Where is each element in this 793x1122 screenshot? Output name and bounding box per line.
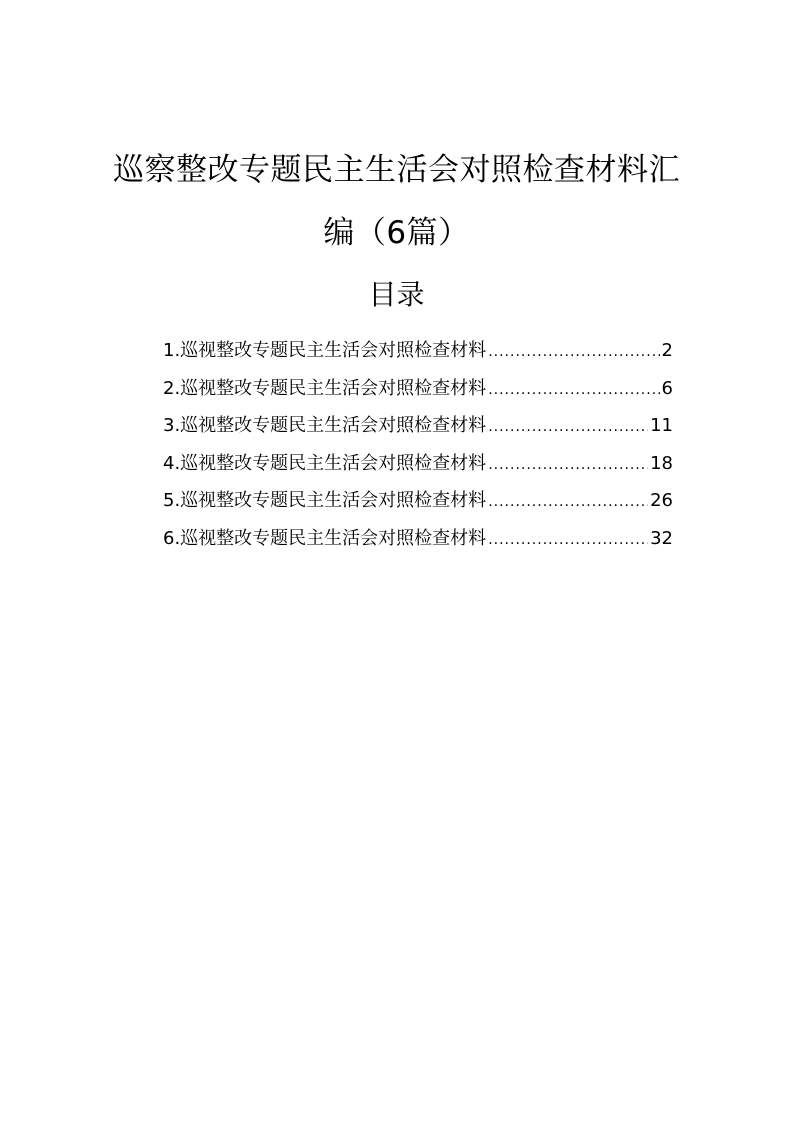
- toc-entry-page: 11: [650, 415, 673, 437]
- toc-entry-page: 2: [661, 340, 673, 361]
- toc-entry-label: 2.巡视整改专题民主生活会对照检查材料: [163, 377, 487, 399]
- toc-entry-page: 26: [650, 490, 673, 512]
- toc-entry-label: 1.巡视整改专题民主生活会对照检查材料: [163, 340, 487, 361]
- toc-entry-page: 32: [650, 527, 673, 549]
- toc-entry-2[interactable]: [163, 370, 673, 408]
- toc-entry-3[interactable]: [163, 407, 673, 445]
- toc-heading: 目录: [368, 278, 425, 311]
- document-title-line-1: 巡察整改专题民主生活会对照检查材料汇: [113, 152, 680, 188]
- table-of-contents: [163, 332, 673, 558]
- toc-dot-leader: [488, 370, 659, 408]
- toc-entry-page: 6: [661, 377, 673, 399]
- toc-dot-leader: [488, 407, 648, 445]
- document-title-line-2: 编（6篇）: [323, 215, 470, 251]
- toc-entry-5[interactable]: [163, 482, 673, 520]
- toc-entry-6[interactable]: [163, 520, 673, 558]
- toc-entry-label: 5.巡视整改专题民主生活会对照检查材料: [163, 490, 487, 512]
- toc-entry-label: 6.巡视整改专题民主生活会对照检查材料: [163, 527, 487, 549]
- toc-entry-page: 18: [650, 452, 673, 474]
- toc-dot-leader: [488, 332, 659, 370]
- toc-entry-4[interactable]: [163, 445, 673, 483]
- toc-dot-leader: [488, 445, 648, 483]
- toc-entry-label: 4.巡视整改专题民主生活会对照检查材料: [163, 452, 487, 474]
- toc-dot-leader: [488, 520, 648, 558]
- toc-entry-1[interactable]: [163, 332, 673, 370]
- toc-entry-label: 3.巡视整改专题民主生活会对照检查材料: [163, 415, 487, 437]
- toc-dot-leader: [488, 482, 648, 520]
